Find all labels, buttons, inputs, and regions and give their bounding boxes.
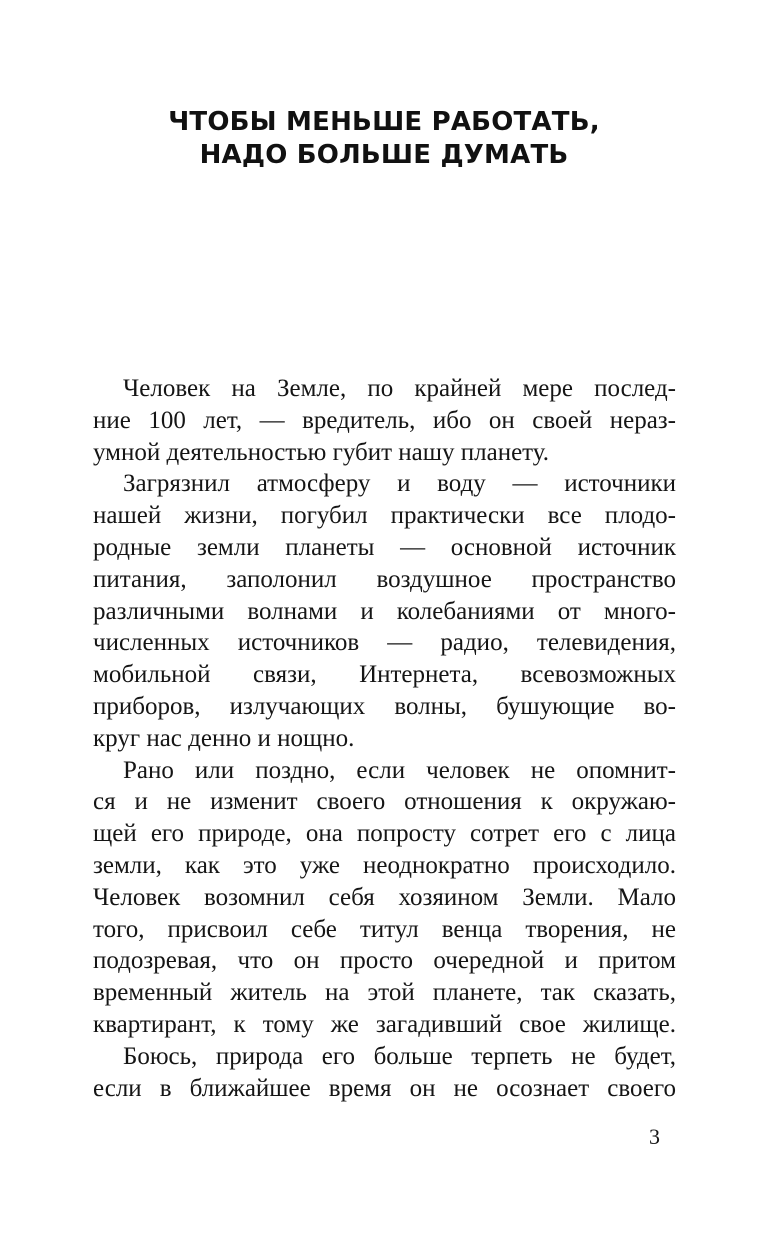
text-line: Человек на Земле, по крайней мере послед-	[123, 375, 676, 402]
text-line: подозревая, что он просто очередной и притом	[93, 947, 676, 975]
chapter-title	[0, 106, 768, 172]
text-line: мобильной связи, Интернета, всевозможных	[93, 661, 676, 689]
body-text	[93, 373, 676, 1104]
text-line: ние 100 лет, — вредитель, ибо он своей нераз-	[93, 406, 676, 434]
text-line: Человек возомнил себя хозяином Земли. Мало	[93, 883, 676, 911]
text-line: земли, как это уже неоднократно происходило.	[93, 851, 676, 879]
chapter-title-line-2: НАДО БОЛЬШЕ ДУМАТЬ	[199, 140, 569, 170]
text-line: родные земли планеты — основной источник	[93, 533, 676, 561]
text-line: временный житель на этой планете, так сказать,	[93, 979, 676, 1007]
text-line: квартирант, к тому же загадивший свое жилище.	[93, 1010, 676, 1038]
text-line: ся и не изменит своего отношения к окружаю-	[93, 788, 676, 816]
text-line: питания, заполонил воздушное пространство	[93, 565, 676, 593]
text-line: Боюсь, природа его больше терпеть не будет,	[123, 1042, 676, 1070]
chapter-title-line-1: ЧТОБЫ МЕНЬШЕ РАБОТАТЬ,	[168, 107, 600, 137]
text-line: щей его природе, она попросту сотрет его с лица	[93, 820, 676, 848]
text-line: круг нас денно и нощно.	[93, 724, 355, 752]
text-line: различными волнами и колебаниями от много-	[93, 597, 676, 625]
paragraph-3	[93, 755, 676, 1041]
text-line: Загрязнил атмосферу и воду — источники	[123, 470, 676, 498]
page-number: 3	[649, 1124, 660, 1149]
text-line: численных источников — радио, телевидения,	[93, 629, 676, 657]
paragraph-4	[93, 1041, 676, 1105]
text-line: если в ближайшее время он не осознает своего	[93, 1074, 676, 1102]
text-line: приборов, излучающих волны, бушующие во-	[93, 692, 676, 720]
text-line: умной деятельностью губит нашу планету.	[93, 438, 550, 466]
text-line: нашей жизни, погубил практически все плодо-	[93, 502, 676, 530]
text-line: того, присвоил себе титул венца творения, не	[93, 915, 676, 943]
text-line: Рано или поздно, если человек не опомнит-	[123, 756, 676, 784]
paragraph-2	[93, 468, 676, 754]
paragraph-1	[93, 373, 676, 468]
